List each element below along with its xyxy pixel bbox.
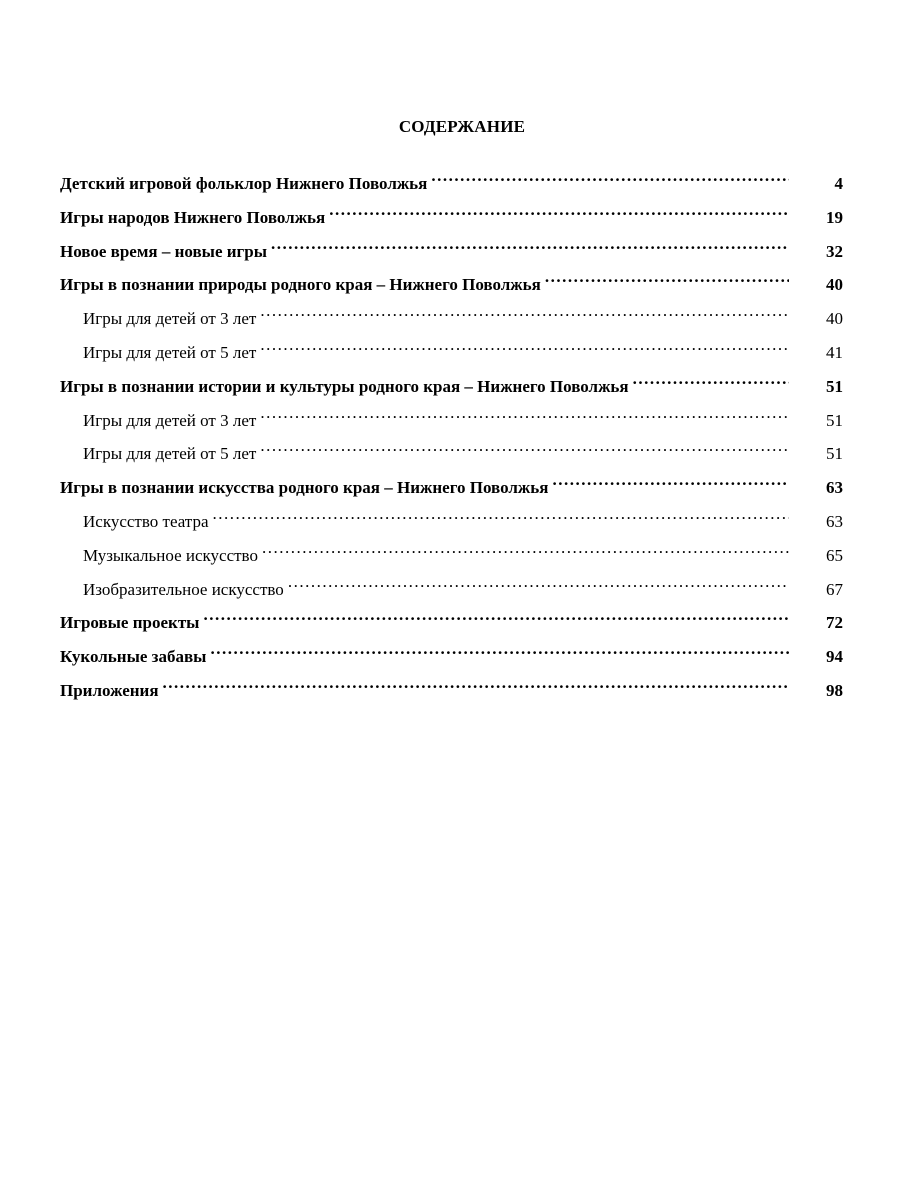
toc-entry-label: Игры для детей от 5 лет bbox=[83, 444, 257, 464]
toc-entry-label: Детский игровой фольклор Нижнего Поволжья bbox=[60, 174, 428, 193]
toc-dot-leader bbox=[210, 636, 789, 662]
toc-dot-leader bbox=[203, 602, 789, 628]
toc-dot-leader bbox=[431, 163, 789, 189]
toc-dot-leader bbox=[545, 264, 789, 290]
toc-dot-leader bbox=[163, 670, 789, 696]
toc-entry-page: 94 bbox=[826, 647, 843, 667]
toc-entry bbox=[60, 602, 843, 636]
toc-entry-page: 40 bbox=[826, 275, 843, 295]
toc-entry-page: 63 bbox=[826, 511, 843, 531]
toc-entry-page: 32 bbox=[826, 241, 843, 261]
toc-entry-page: 19 bbox=[826, 207, 843, 227]
toc-entry bbox=[60, 535, 843, 569]
toc-entry bbox=[60, 163, 843, 197]
toc-entry bbox=[60, 197, 843, 231]
toc-entry-label: Игры для детей от 3 лет bbox=[83, 410, 257, 430]
toc-entry-label: Приложения bbox=[60, 680, 159, 700]
toc-dot-leader bbox=[260, 298, 789, 324]
toc-dot-leader bbox=[271, 231, 789, 257]
toc-entry-page: 41 bbox=[826, 342, 843, 362]
toc-entry-label: Новое время – новые игры bbox=[60, 241, 267, 261]
toc-entry-label: Игры в познании искусства родного края – Нижнего Поволжья bbox=[60, 478, 549, 498]
toc-dot-leader bbox=[213, 501, 790, 527]
toc-entry-label: Кукольные забавы bbox=[60, 647, 207, 667]
toc-dot-leader bbox=[260, 400, 789, 426]
toc-entry bbox=[60, 231, 843, 265]
toc-entry-label: Игры в познании истории и культуры родного края – Нижнего Поволжья bbox=[60, 376, 629, 396]
toc-entry bbox=[60, 467, 843, 501]
toc-list bbox=[60, 163, 843, 704]
toc-entry-label: Игры для детей от 5 лет bbox=[83, 342, 257, 362]
toc-entry-label: Игры для детей от 3 лет bbox=[83, 309, 257, 329]
toc-entry-label: Изобразительное искусство bbox=[83, 579, 284, 599]
toc-entry bbox=[60, 501, 843, 535]
toc-entry bbox=[60, 298, 843, 332]
toc-entry bbox=[60, 433, 843, 467]
toc-entry bbox=[60, 636, 843, 670]
toc-entry bbox=[60, 264, 843, 298]
toc-entry-page: 4 bbox=[834, 174, 843, 193]
toc-entry-page: 63 bbox=[826, 478, 843, 498]
toc-dot-leader bbox=[260, 433, 789, 459]
toc-dot-leader bbox=[552, 467, 789, 493]
toc-entry-page: 72 bbox=[826, 613, 843, 633]
toc-title: СОДЕРЖАНИЕ bbox=[398, 117, 526, 136]
toc-entry-page: 67 bbox=[826, 579, 843, 599]
toc-entry-page: 40 bbox=[826, 309, 843, 329]
toc-dot-leader bbox=[260, 332, 789, 358]
toc-entry-label: Музыкальное искусство bbox=[83, 545, 258, 565]
toc-entry-label: Искусство театра bbox=[83, 511, 209, 531]
toc-entry bbox=[60, 670, 843, 704]
toc-entry-page: 98 bbox=[826, 680, 843, 700]
toc-entry bbox=[60, 366, 843, 400]
toc-entry bbox=[60, 332, 843, 366]
toc-entry-page: 51 bbox=[826, 444, 843, 464]
toc-dot-leader bbox=[329, 197, 789, 223]
toc-dot-leader bbox=[262, 535, 789, 561]
toc-dot-leader bbox=[633, 366, 789, 392]
toc-entry bbox=[60, 569, 843, 603]
toc-entry-page: 51 bbox=[826, 410, 843, 430]
toc-entry-label: Игры в познании природы родного края – Нижнего Поволжья bbox=[60, 275, 541, 295]
toc-entry-page: 51 bbox=[826, 376, 843, 396]
toc-entry-page: 65 bbox=[826, 545, 843, 565]
toc-entry-label: Игры народов Нижнего Поволжья bbox=[60, 207, 326, 227]
toc-dot-leader bbox=[288, 569, 789, 595]
toc-entry bbox=[60, 400, 843, 434]
toc-entry-label: Игровые проекты bbox=[60, 613, 200, 633]
